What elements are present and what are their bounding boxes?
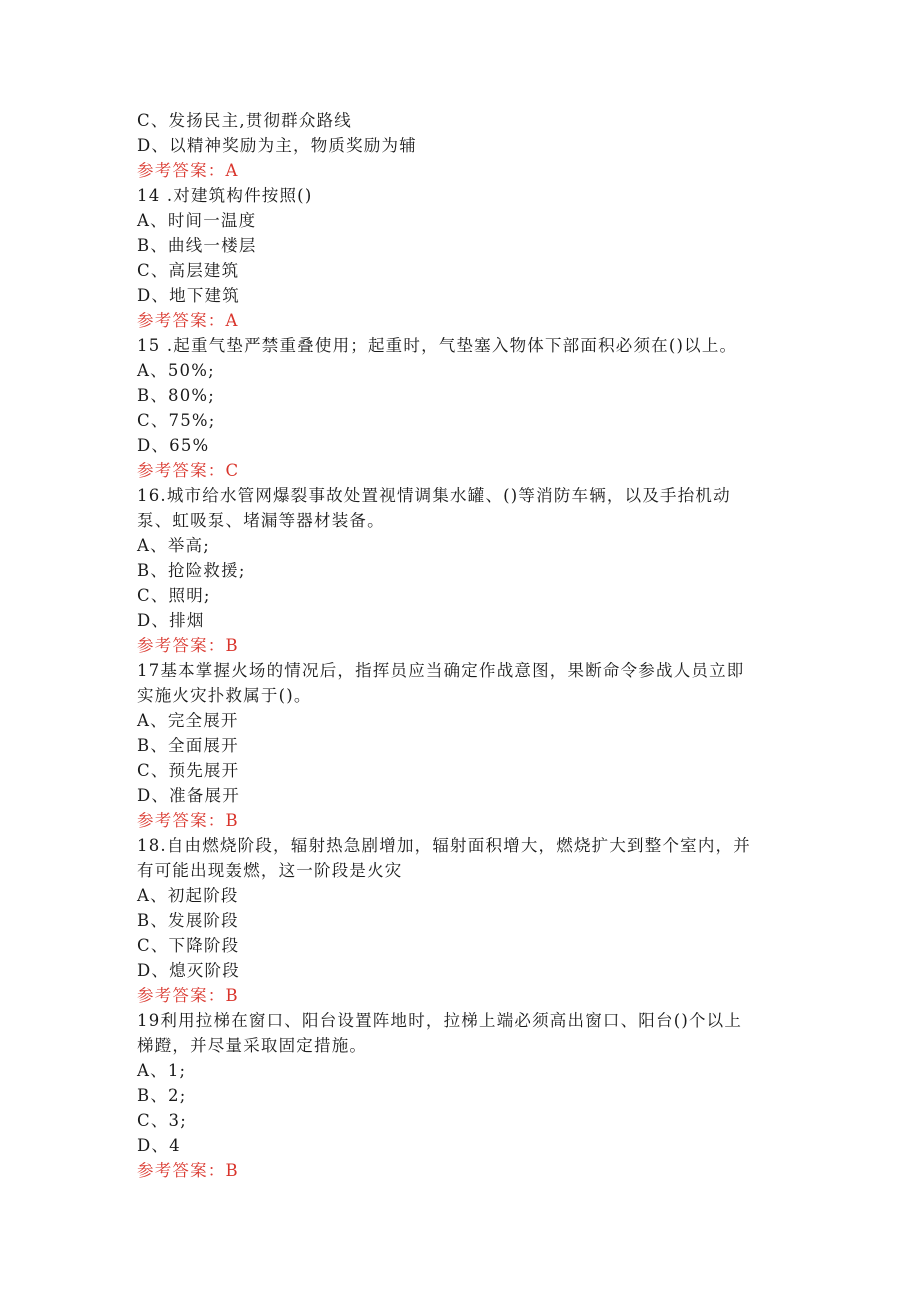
answer-line: 参考答案：B (137, 986, 239, 1005)
answer-line: 参考答案：C (137, 461, 240, 480)
option-line: A、举高; (137, 536, 210, 555)
option-line: A、完全展开 (137, 711, 239, 730)
option-line: A、50%; (137, 361, 215, 380)
option-line: B、2; (137, 1086, 187, 1105)
option-line: B、曲线一楼层 (137, 236, 257, 255)
option-line: D、65% (137, 436, 210, 455)
option-line: C、预先展开 (137, 761, 240, 780)
question-text: 泵、虹吸泵、堵漏等器材装备。 (137, 511, 385, 530)
option-line: A、时间一温度 (137, 211, 257, 230)
question-text: 16.城市给水管网爆裂事故处置视情调集水罐、()等消防车辆，以及手抬机动 (137, 486, 731, 505)
answer-line: 参考答案：B (137, 1161, 239, 1180)
option-line: B、全面展开 (137, 736, 239, 755)
option-line: C、3; (137, 1111, 187, 1130)
option-line: C、照明; (137, 586, 211, 605)
question-text: 有可能出现轰燃，这一阶段是火灾 (137, 861, 403, 880)
option-line: B、发展阶段 (137, 911, 239, 930)
option-line: D、以精神奖励为主，物质奖励为辅 (137, 136, 417, 155)
option-line: C、75%; (137, 411, 216, 430)
answer-line: 参考答案：B (137, 811, 239, 830)
answer-line: 参考答案：B (137, 636, 239, 655)
option-line: D、4 (137, 1136, 181, 1155)
option-line: A、1; (137, 1061, 187, 1080)
question-text: 14 .对建筑构件按照() (137, 186, 313, 205)
answer-line: 参考答案：A (137, 161, 239, 180)
option-line: B、抢险救援; (137, 561, 246, 580)
question-text: 梯蹬，并尽量采取固定措施。 (137, 1036, 368, 1055)
option-line: C、下降阶段 (137, 936, 240, 955)
question-text: 18.自由燃烧阶段，辐射热急剧增加，辐射面积增大，燃烧扩大到整个室内，并 (137, 836, 751, 855)
answer-line: 参考答案：A (137, 311, 239, 330)
option-line: D、排烟 (137, 611, 205, 630)
option-line: D、准备展开 (137, 786, 240, 805)
question-list (137, 108, 797, 1183)
option-line: D、熄灭阶段 (137, 961, 240, 980)
option-line: C、高层建筑 (137, 261, 240, 280)
option-line: D、地下建筑 (137, 286, 240, 305)
option-line: C、发扬民主,贯彻群众路线 (137, 111, 352, 130)
question-text: 17基本掌握火场的情况后，指挥员应当确定作战意图，果断命令参战人员立即 (137, 661, 745, 680)
option-line: A、初起阶段 (137, 886, 239, 905)
question-text: 19利用拉梯在窗口、阳台设置阵地时，拉梯上端必须高出窗口、阳台()个以上 (137, 1011, 743, 1030)
question-text: 实施火灾扑救属于()。 (137, 686, 312, 705)
option-line: B、80%; (137, 386, 216, 405)
question-text: 15 .起重气垫严禁重叠使用；起重时，气垫塞入物体下部面积必须在()以上。 (137, 336, 738, 355)
